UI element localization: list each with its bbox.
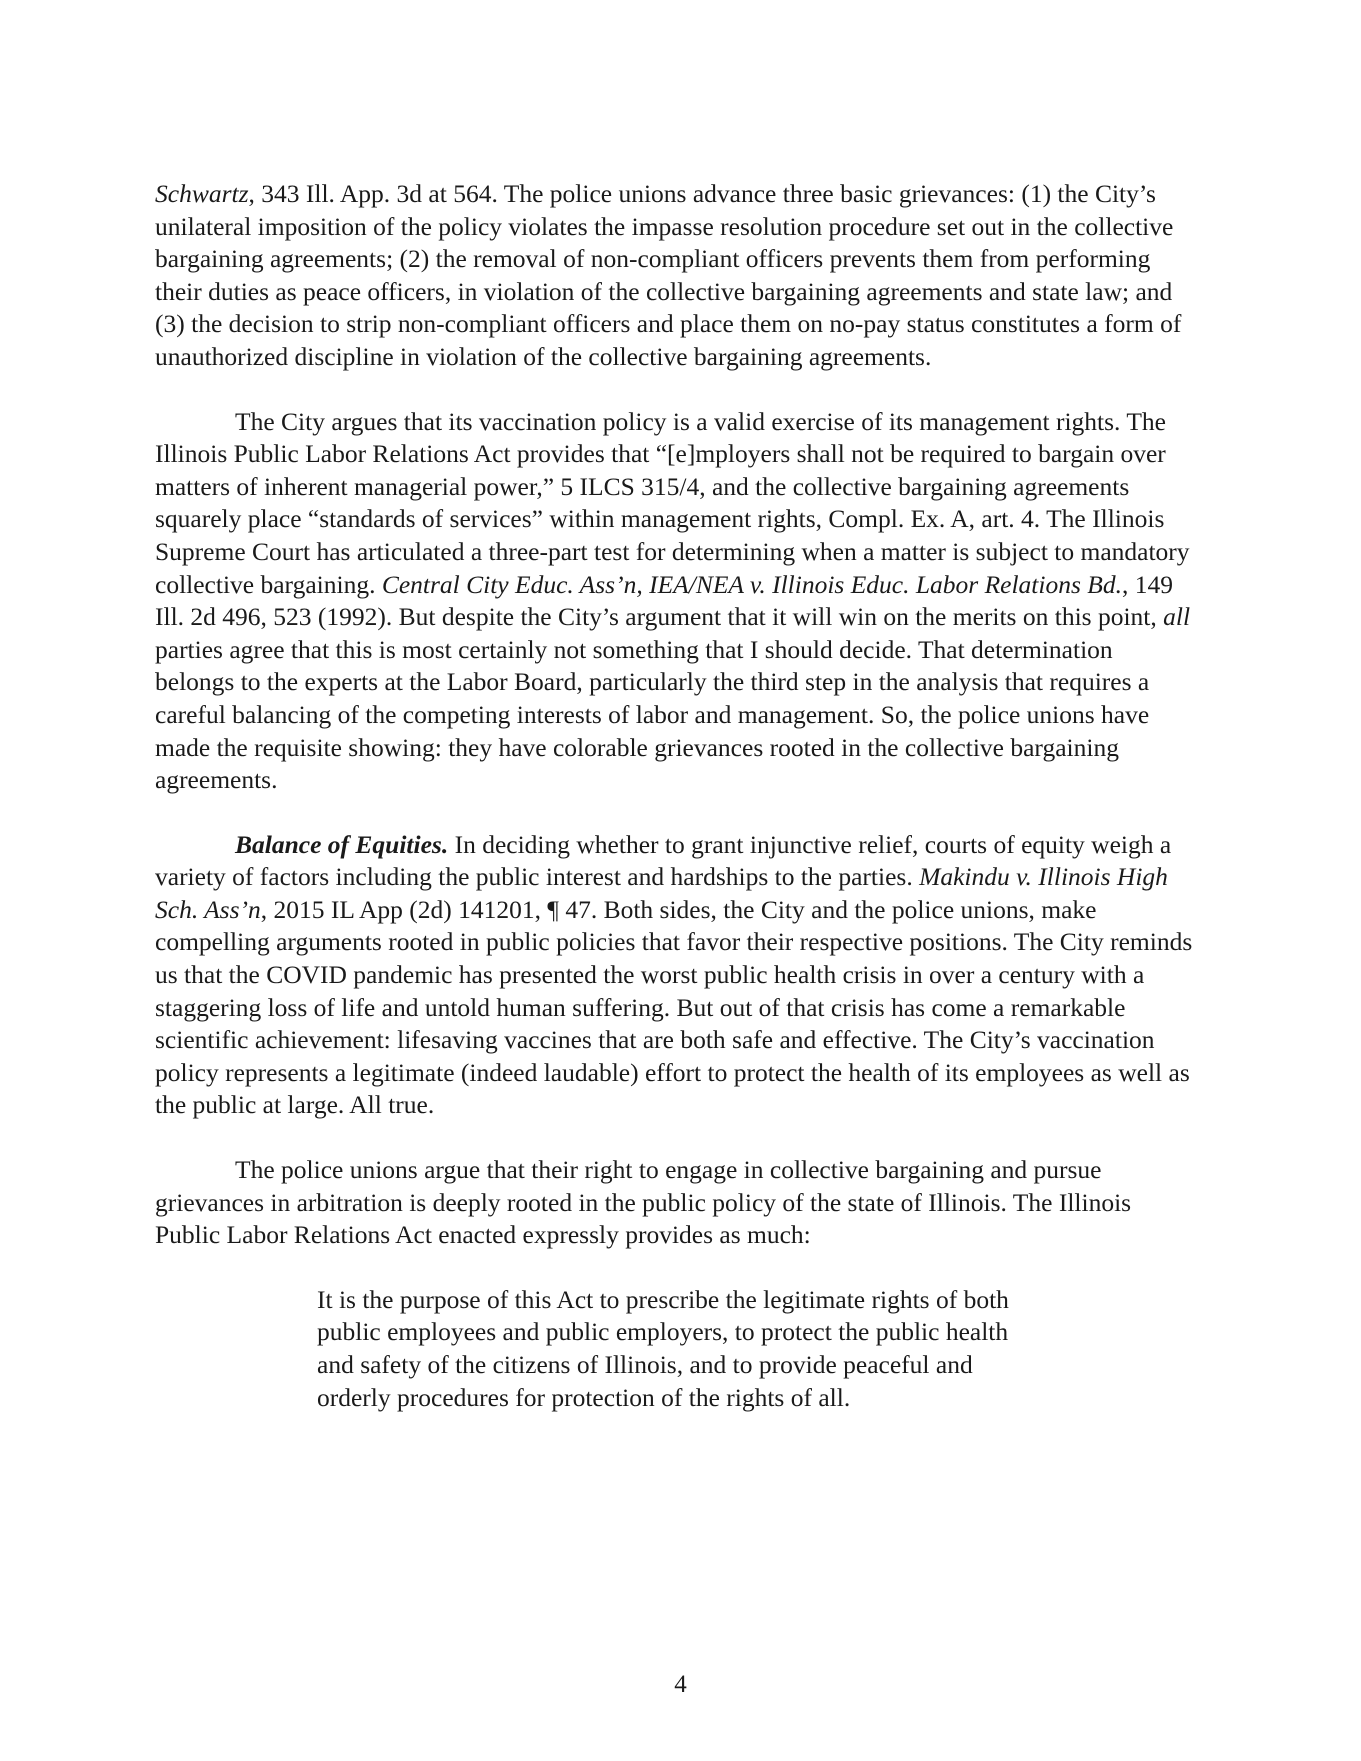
paragraph-balance-text-b: , 2015 IL App (2d) 141201, ¶ 47. Both sides, the City and the police unions, make compelling arguments rooted in public policies that favor their respective positions. The City reminds us that the COVID pandemic has presented the worst public health crisis in over a century with a staggering loss of life and untold human suffering. But out of that crisis has come a remarkable scientific achievement: lifesaving vaccines that are both safe and effective. The City’s vaccination policy represents a legitimate (indeed laudable) effort to protect the health of its employees as well as the public at large. All true.	[155, 894, 1193, 1120]
block-quote-act-purpose: It is the purpose of this Act to prescribe the legitimate rights of both public employees and public employers, to protect the public health and safety of the citizens of Illinois, and to provide peaceful and orderly procedures for protection of the rights of all.	[317, 1284, 1009, 1412]
paragraph-management-rights-text-c: parties agree that this is most certainly not something that I should decide. That determination belongs to the experts at the Labor Board, particularly the third step in the analysis that requires a careful balancing of the competing interests of labor and management. So, the police unions have made the requisite showing: they have colorable grievances rooted in the collective bargaining agreements.	[155, 634, 1150, 795]
paragraph-grievances	[155, 178, 1195, 374]
document-page	[155, 178, 1195, 1414]
case-citation-schwartz: Schwartz	[155, 179, 249, 208]
page-number: 4	[674, 1671, 687, 1698]
case-citation-makindu: Makindu v. Illinois High Sch. Ass’n	[155, 862, 1168, 924]
emphasis-all: all	[1163, 602, 1191, 632]
paragraph-management-rights-text-a: The City argues that its vaccination policy is a valid exercise of its management rights. The Illinois Public Labor Relations Act provides that “[e]mployers shall not be required to bargain over matters of inherent managerial power,” 5 ILCS 315/4, and the collective bargaining agreements squarely place “standards of services” within management rights, Compl. Ex. A, art. 4. The Illinois Supreme Court has articulated a three-part test for determining when a matter is subject to mandatory collective bargaining.	[155, 406, 1190, 599]
paragraph-management-rights-text-b: , 149 Ill. 2d 496, 523 (1992). But despite the City’s argument that it will win on the merits on this point,	[155, 569, 1173, 632]
case-citation-central-city: Central City Educ. Ass’n, IEA/NEA v. Illinois Educ. Labor Relations Bd.	[381, 569, 1122, 599]
paragraph-grievances-text: , 343 Ill. App. 3d at 564. The police unions advance three basic grievances: (1) the City’s unilateral imposition of the policy violates the impasse resolution procedure set out in the collective bargaining agreements; (2) the removal of non-compliant officers prevents them from performing their duties as peace officers, in violation of the collective bargaining agreements and state law; and (3) the decision to strip non-compliant officers and place them on no-pay status constitutes a form of unauthorized discipline in violation of the collective bargaining agreements.	[155, 179, 1182, 371]
section-heading-balance-of-equities: Balance of Equities.	[235, 829, 449, 859]
paragraph-balance-text-a: In deciding whether to grant injunctive relief, courts of equity weigh a variety of factors including the public interest and hardships to the parties.	[155, 829, 1172, 892]
paragraph-management-rights	[155, 406, 1195, 797]
paragraph-police-unions: The police unions argue that their right to engage in collective bargaining and pursue grievances in arbitration is deeply rooted in the public policy of the state of Illinois. The Illinois Public Labor Relations Act enacted expressly provides as much:	[155, 1155, 1132, 1250]
paragraph-balance-of-equities	[155, 829, 1195, 1122]
